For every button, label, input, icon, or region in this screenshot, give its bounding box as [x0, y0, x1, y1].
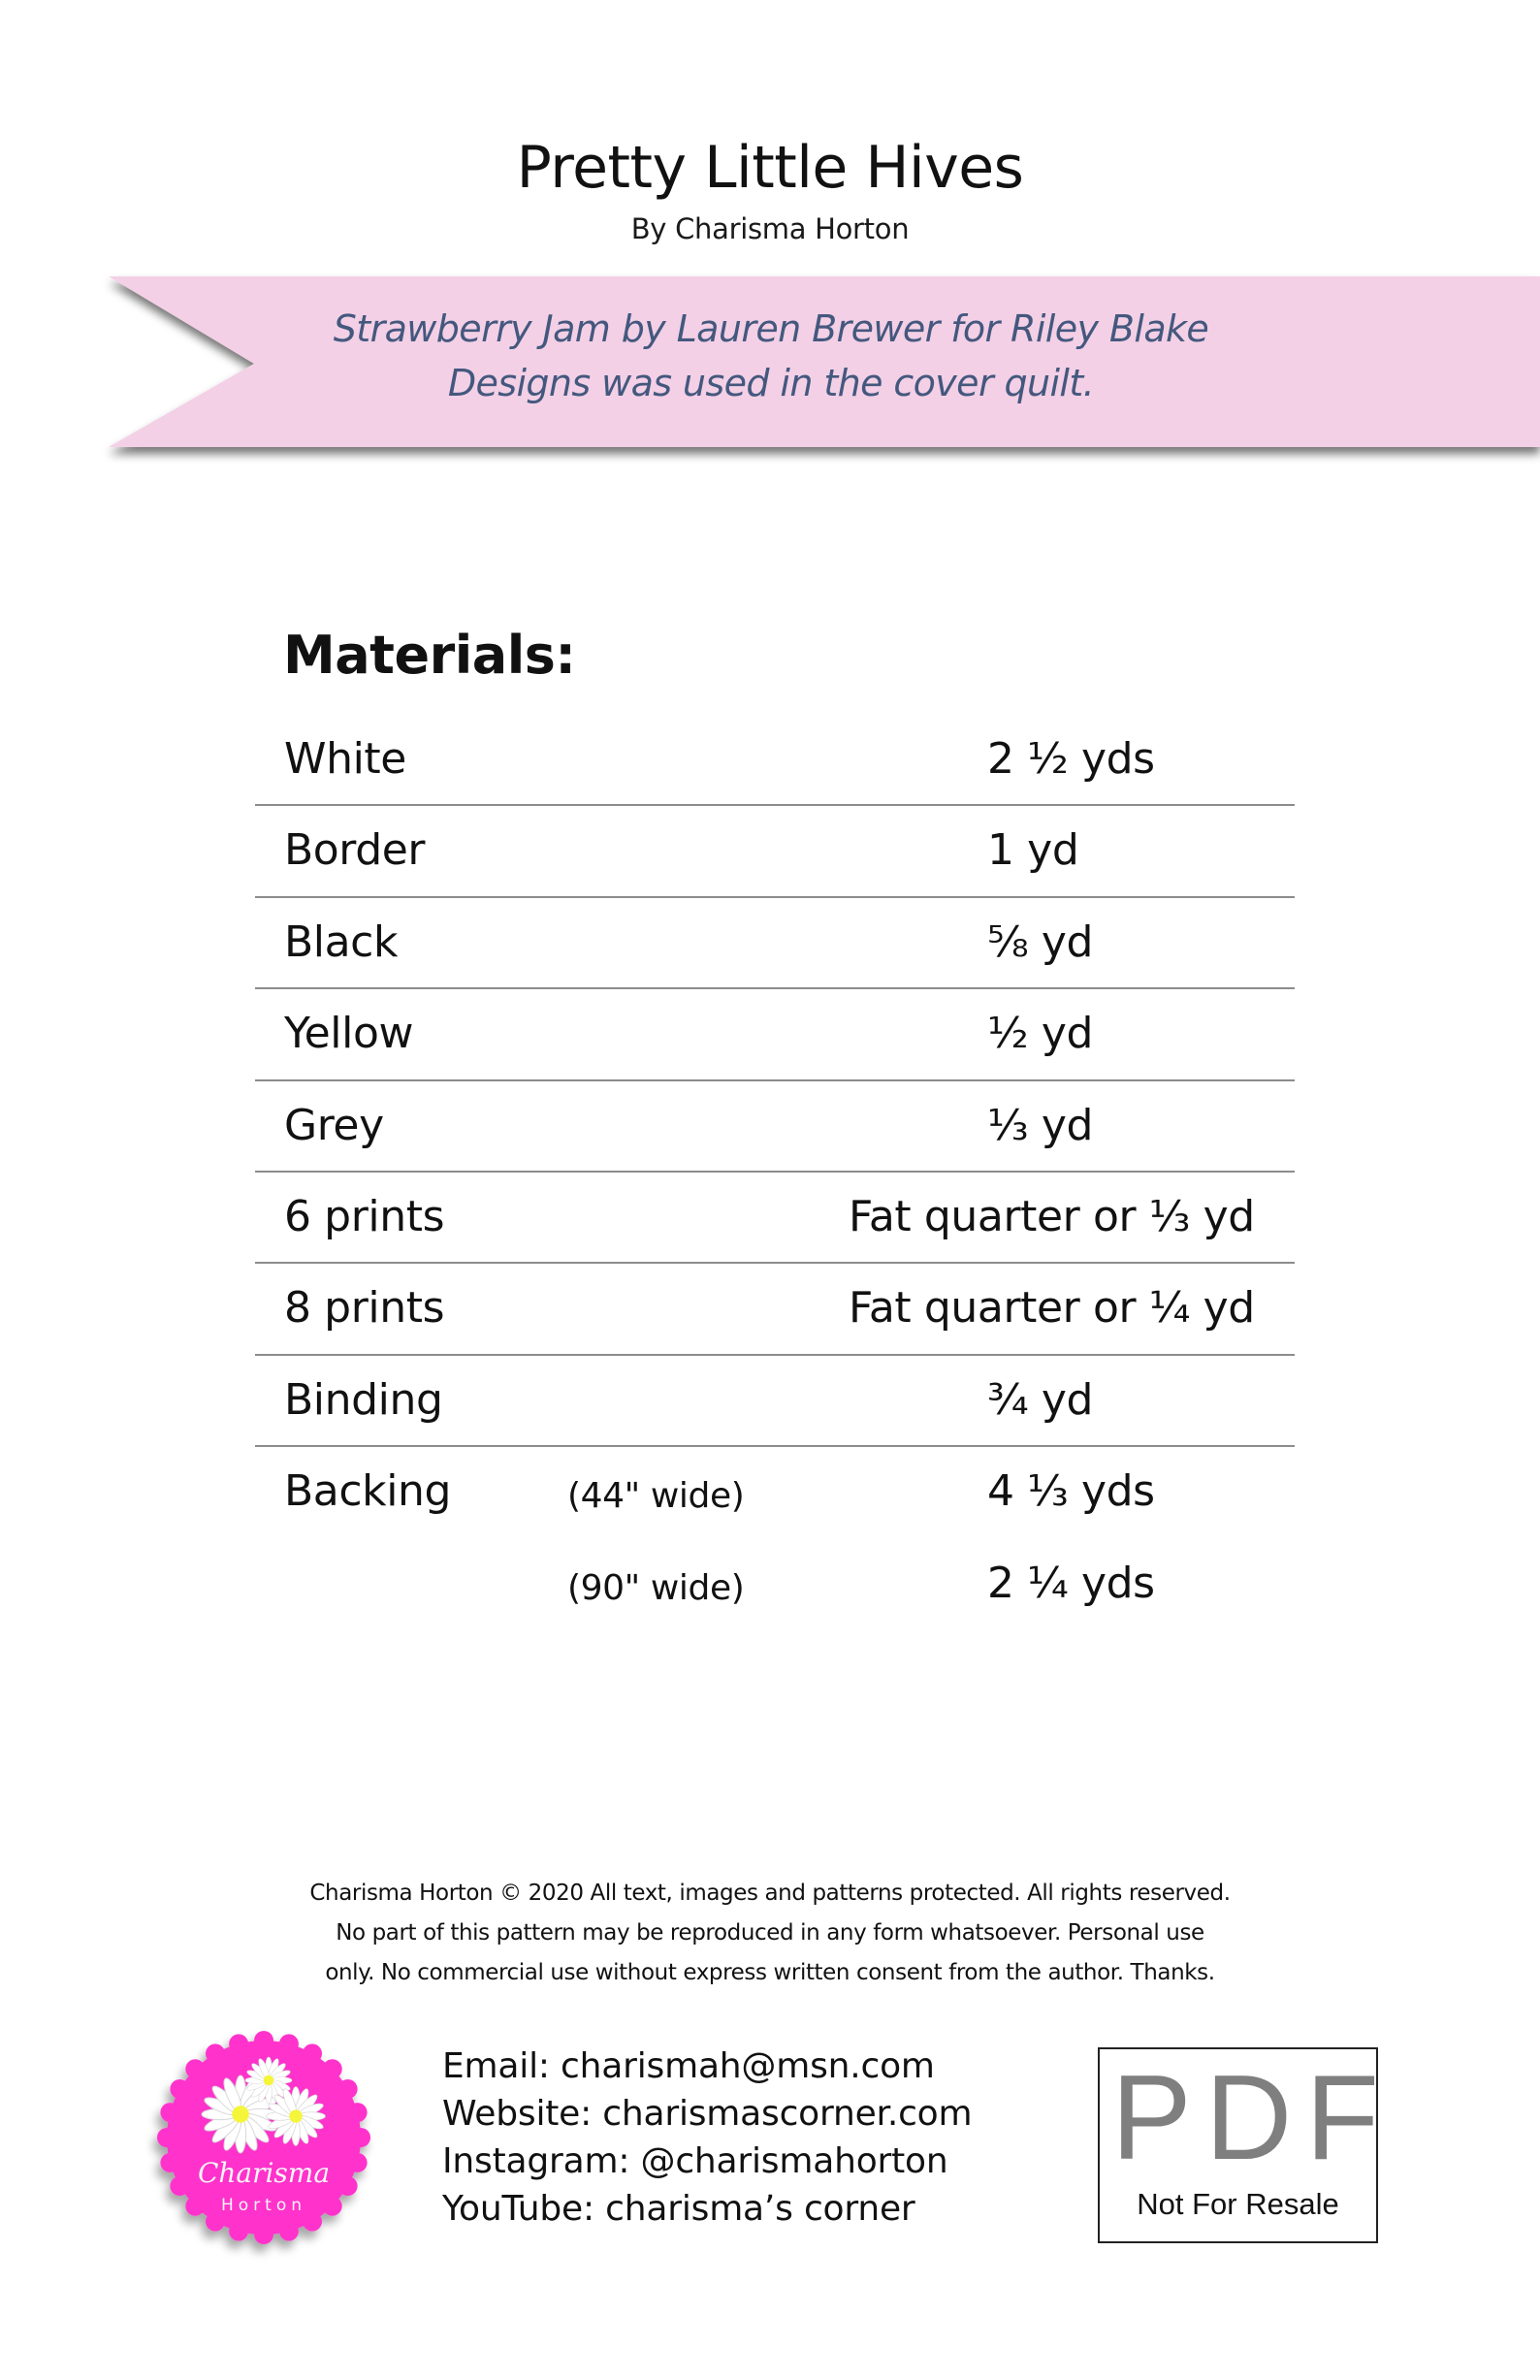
logo-script-name: Charisma	[197, 2157, 331, 2189]
material-name: 6 prints	[284, 1191, 445, 1241]
scalloped-badge-icon	[145, 2019, 388, 2262]
material-row-black	[255, 898, 1295, 989]
contact-instagram: Instagram: @charismahorton	[442, 2141, 948, 2181]
material-amount: ⅝ yd	[987, 917, 1094, 967]
contact-website: Website: charismascorner.com	[442, 2094, 973, 2134]
material-row-6-prints	[255, 1173, 1295, 1264]
copyright-line-3: only. No commercial use without express written consent from the author. Thanks.	[325, 1960, 1215, 1985]
fabric-credit-line-2: Designs was used in the cover quilt.	[447, 362, 1095, 404]
material-amount: ½ yd	[987, 1009, 1094, 1059]
material-row-backing	[255, 1447, 1295, 1631]
material-name: Black	[284, 917, 399, 967]
charisma-horton-logo	[145, 2019, 388, 2262]
contact-email: Email: charismah@msn.com	[442, 2046, 935, 2086]
copyright-line-2: No part of this pattern may be reproduced in any form whatsoever. Personal use	[336, 1920, 1204, 1946]
copyright-line-1: Charisma Horton © 2020 All text, images and patterns protected. All rights reserved.	[309, 1881, 1231, 1906]
material-name: Border	[284, 825, 426, 876]
material-amount: Fat quarter or ⅓ yd	[849, 1191, 1255, 1241]
backing-width-note: (44" wide)	[567, 1476, 745, 1517]
material-name: 8 prints	[284, 1283, 445, 1334]
material-amount: ⅓ yd	[987, 1100, 1094, 1150]
pattern-title: Pretty Little Hives	[516, 134, 1024, 202]
not-for-resale-label: Not For Resale	[1137, 2187, 1339, 2221]
pdf-mark: PDF	[1111, 2051, 1393, 2185]
material-row-border	[255, 806, 1295, 897]
contact-youtube: YouTube: charisma’s corner	[442, 2189, 915, 2229]
material-name: Binding	[284, 1374, 443, 1425]
fabric-credit-line-1: Strawberry Jam by Lauren Brewer for Riley Blake	[333, 307, 1209, 350]
material-name: Backing	[284, 1466, 452, 1517]
author-byline: By Charisma Horton	[630, 212, 910, 245]
materials-heading: Materials:	[283, 625, 576, 686]
material-row-yellow	[255, 989, 1295, 1080]
material-amount: 4 ⅓ yds	[987, 1466, 1155, 1517]
material-name: Grey	[284, 1100, 384, 1150]
material-row-binding	[255, 1356, 1295, 1447]
material-name: Yellow	[284, 1009, 414, 1059]
material-amount: 2 ½ yds	[987, 734, 1155, 784]
material-amount: ¾ yd	[987, 1374, 1094, 1425]
material-row-8-prints	[255, 1264, 1295, 1355]
pdf-not-for-resale-badge	[1098, 2047, 1393, 2243]
material-amount: 2 ¼ yds	[987, 1559, 1155, 1609]
material-name: White	[284, 734, 406, 784]
material-row-white	[255, 715, 1295, 806]
copyright-notice	[0, 1874, 1540, 1993]
contact-info	[442, 2042, 972, 2233]
material-row-grey	[255, 1081, 1295, 1173]
material-amount: Fat quarter or ¼ yd	[849, 1283, 1255, 1334]
fabric-credit-text	[97, 302, 1445, 410]
backing-width-note: (90" wide)	[567, 1568, 745, 1609]
logo-caps-name: Horton	[220, 2196, 307, 2215]
materials-table	[255, 715, 1295, 1631]
material-amount: 1 yd	[987, 825, 1079, 876]
